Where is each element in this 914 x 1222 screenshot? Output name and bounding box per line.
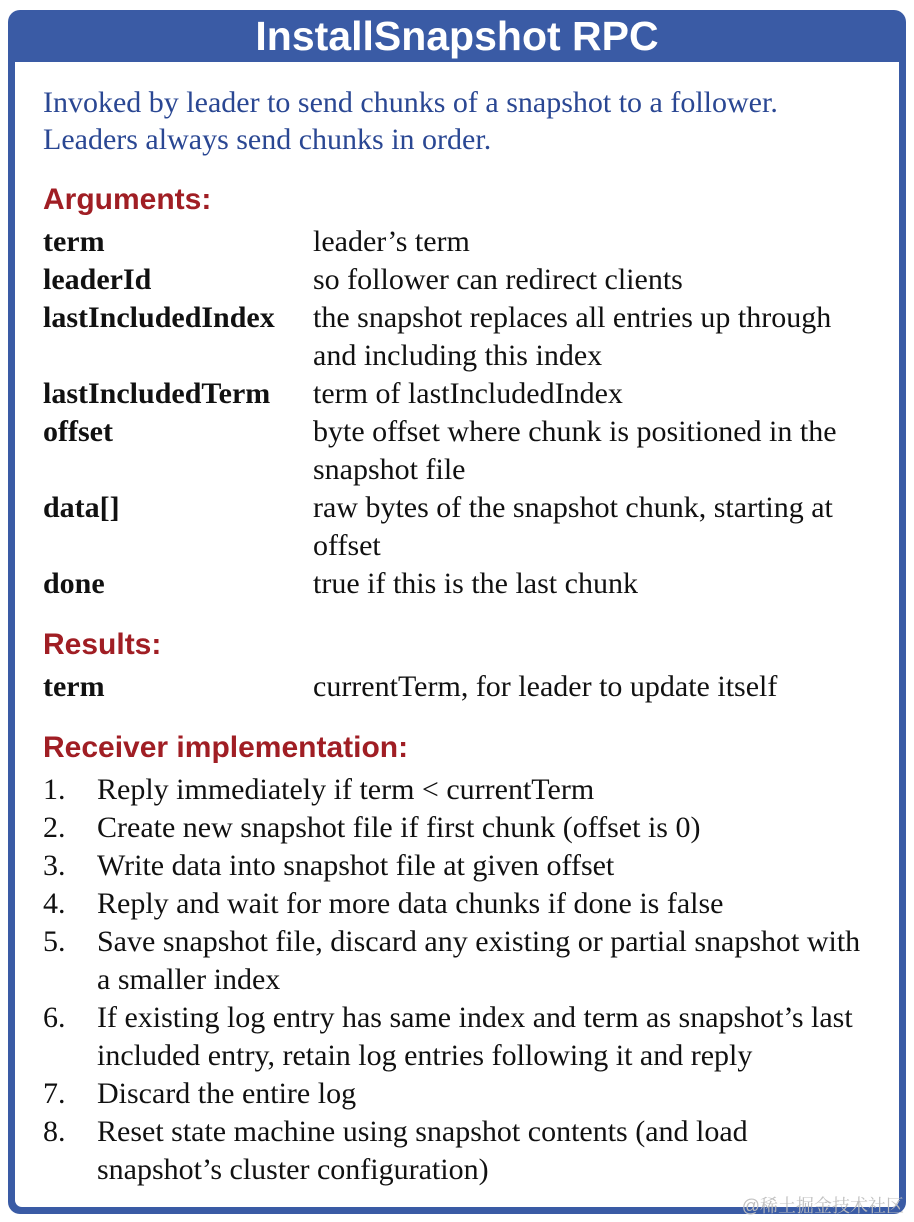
list-item xyxy=(43,847,871,885)
list-item xyxy=(43,771,871,809)
param-name: data[] xyxy=(43,491,120,524)
param-description: leader’s term xyxy=(313,225,470,258)
step-text: Save snapshot file, discard any existing or partial snapshot with a smaller index xyxy=(97,925,861,996)
step-text: Reply and wait for more data chunks if done is false xyxy=(97,887,724,920)
receiver-steps-list xyxy=(43,771,871,1189)
param-description: currentTerm, for leader to update itself xyxy=(313,670,778,703)
step-number: 3. xyxy=(43,849,66,882)
list-item xyxy=(43,999,871,1075)
list-item xyxy=(43,923,871,999)
table-row xyxy=(43,668,871,706)
param-description: byte offset where chunk is positioned in the snapshot file xyxy=(313,415,837,486)
param-description: raw bytes of the snapshot chunk, starting at offset xyxy=(313,491,833,562)
step-number: 7. xyxy=(43,1077,66,1110)
figure-description: Invoked by leader to send chunks of a snapshot to a follower. Leaders always send chunks in order. xyxy=(43,86,778,156)
step-number: 5. xyxy=(43,925,66,958)
figure-body xyxy=(15,62,899,1207)
param-name: leaderId xyxy=(43,263,152,296)
step-text: Reply immediately if term < currentTerm xyxy=(97,773,595,806)
param-name: term xyxy=(43,225,105,258)
step-number: 8. xyxy=(43,1115,66,1148)
table-row xyxy=(43,261,871,299)
table-row xyxy=(43,375,871,413)
table-row xyxy=(43,489,871,565)
param-description: so follower can redirect clients xyxy=(313,263,683,296)
step-number: 4. xyxy=(43,887,66,920)
param-description: the snapshot replaces all entries up through and including this index xyxy=(313,301,832,372)
param-name: term xyxy=(43,670,105,703)
param-name: offset xyxy=(43,415,113,448)
table-row xyxy=(43,223,871,261)
table-row xyxy=(43,565,871,603)
step-text: Write data into snapshot file at given offset xyxy=(97,849,615,882)
step-text: Discard the entire log xyxy=(97,1077,357,1110)
figure-title-bar xyxy=(8,10,906,62)
step-text: If existing log entry has same index and term as snapshot’s last included entry, retain log entries following it and reply xyxy=(97,1001,853,1072)
param-name: done xyxy=(43,567,105,600)
step-number: 2. xyxy=(43,811,66,844)
param-description: true if this is the last chunk xyxy=(313,567,638,600)
arguments-table xyxy=(43,223,871,603)
param-name: lastIncludedTerm xyxy=(43,377,271,410)
results-heading: Results: xyxy=(43,628,162,661)
site-watermark: @稀土掘金技术社区 xyxy=(741,1196,904,1216)
arguments-heading: Arguments: xyxy=(43,183,212,216)
param-name: lastIncludedIndex xyxy=(43,301,275,334)
list-item xyxy=(43,1113,871,1189)
step-number: 1. xyxy=(43,773,66,806)
rpc-figure-card xyxy=(8,10,906,1214)
table-row xyxy=(43,413,871,489)
receiver-implementation-heading: Receiver implementation: xyxy=(43,731,409,764)
table-row xyxy=(43,299,871,375)
step-text: Create new snapshot file if first chunk (offset is 0) xyxy=(97,811,701,844)
list-item xyxy=(43,809,871,847)
results-table xyxy=(43,668,871,706)
figure-title: InstallSnapshot RPC xyxy=(255,12,659,59)
param-description: term of lastIncludedIndex xyxy=(313,377,623,410)
list-item xyxy=(43,1075,871,1113)
step-number: 6. xyxy=(43,1001,66,1034)
step-text: Reset state machine using snapshot contents (and load snapshot’s cluster configuration) xyxy=(97,1115,748,1186)
list-item xyxy=(43,885,871,923)
